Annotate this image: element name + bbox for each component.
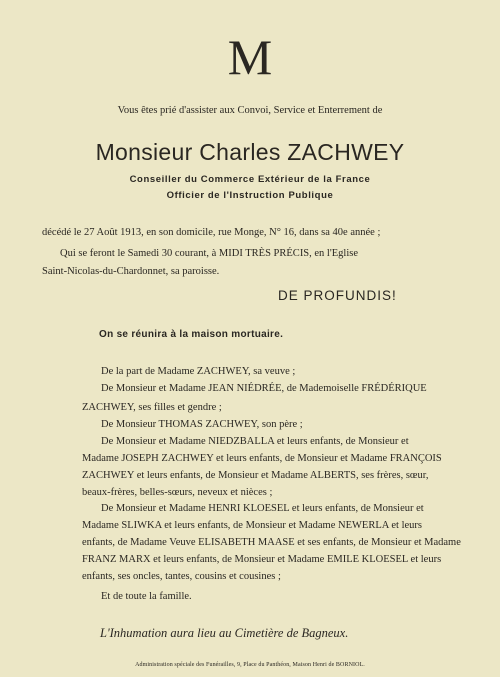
invitation-line: Vous êtes prié d'assister aux Convoi, Service et Enterrement de [117,105,383,116]
family-line-daughters-2: ZACHWEY, ses filles et gendre ; [82,402,222,413]
deceased-name: Monsieur Charles ZACHWEY [95,139,405,165]
title-instruction: Officier de l'Instruction Publique [166,190,334,201]
family-line-father: De Monsieur THOMAS ZACHWEY, son père ; [101,419,303,430]
family-line-widow: De la part de Madame ZACHWEY, sa veuve ; [101,366,296,377]
family-line-relatives-4: FRANZ MARX et leurs enfants, de Monsieur et Madame EMILE KLOESEL et leurs [82,554,442,565]
family-line-siblings-1: De Monsieur et Madame NIEDZBALLA et leurs enfants, de Monsieur et [101,436,409,447]
monogram-initial: M [227,29,273,85]
family-line-siblings-3: ZACHWEY et leurs enfants, de Monsieur et Madame ALBERTS, ses frères, sœur, [82,470,429,481]
family-line-relatives-2: Madame SLIWKA et leurs enfants, de Monsieur et Madame NEWERLA et leurs [82,520,422,531]
family-line-relatives-3: enfants, de Madame Veuve ELISABETH MAASE et ses enfants, de Monsieur et Madame [82,537,461,548]
funeral-time-line: Qui se feront le Samedi 30 courant, à MIDI TRÈS PRÉCIS, en l'Eglise [60,248,358,259]
gathering-note: On se réunira à la maison mortuaire. [99,329,284,340]
death-notice-line: décédé le 27 Août 1913, en son domicile, rue Monge, N° 16, dans sa 40e année ; [42,227,381,238]
title-commerce: Conseiller du Commerce Extérieur de la France [129,174,371,185]
family-line-relatives-1: De Monsieur et Madame HENRI KLOESEL et leurs enfants, de Monsieur et [101,503,424,514]
family-line-siblings-4: beaux-frères, belles-sœurs, neveux et nièces ; [82,487,273,498]
family-line-whole-family: Et de toute la famille. [101,591,192,602]
burial-note: L'Inhumation aura lieu au Cimetière de Bagneux. [100,626,349,640]
family-line-siblings-2: Madame JOSEPH ZACHWEY et leurs enfants, de Monsieur et Madame FRANÇOIS [82,453,442,464]
family-line-relatives-5: enfants, ses oncles, tantes, cousins et cousines ; [82,571,281,582]
family-line-daughters-1: De Monsieur et Madame JEAN NIÉDRÉE, de Mademoiselle FRÉDÉRIQUE [101,383,427,394]
de-profundis-heading: DE PROFUNDIS! [278,288,397,303]
printer-credit: Administration spéciale des Funérailles, 9, Place du Panthéon, Maison Henri de BORNIOL. [135,662,365,668]
funeral-church-line: Saint-Nicolas-du-Chardonnet, sa paroisse. [42,266,220,277]
